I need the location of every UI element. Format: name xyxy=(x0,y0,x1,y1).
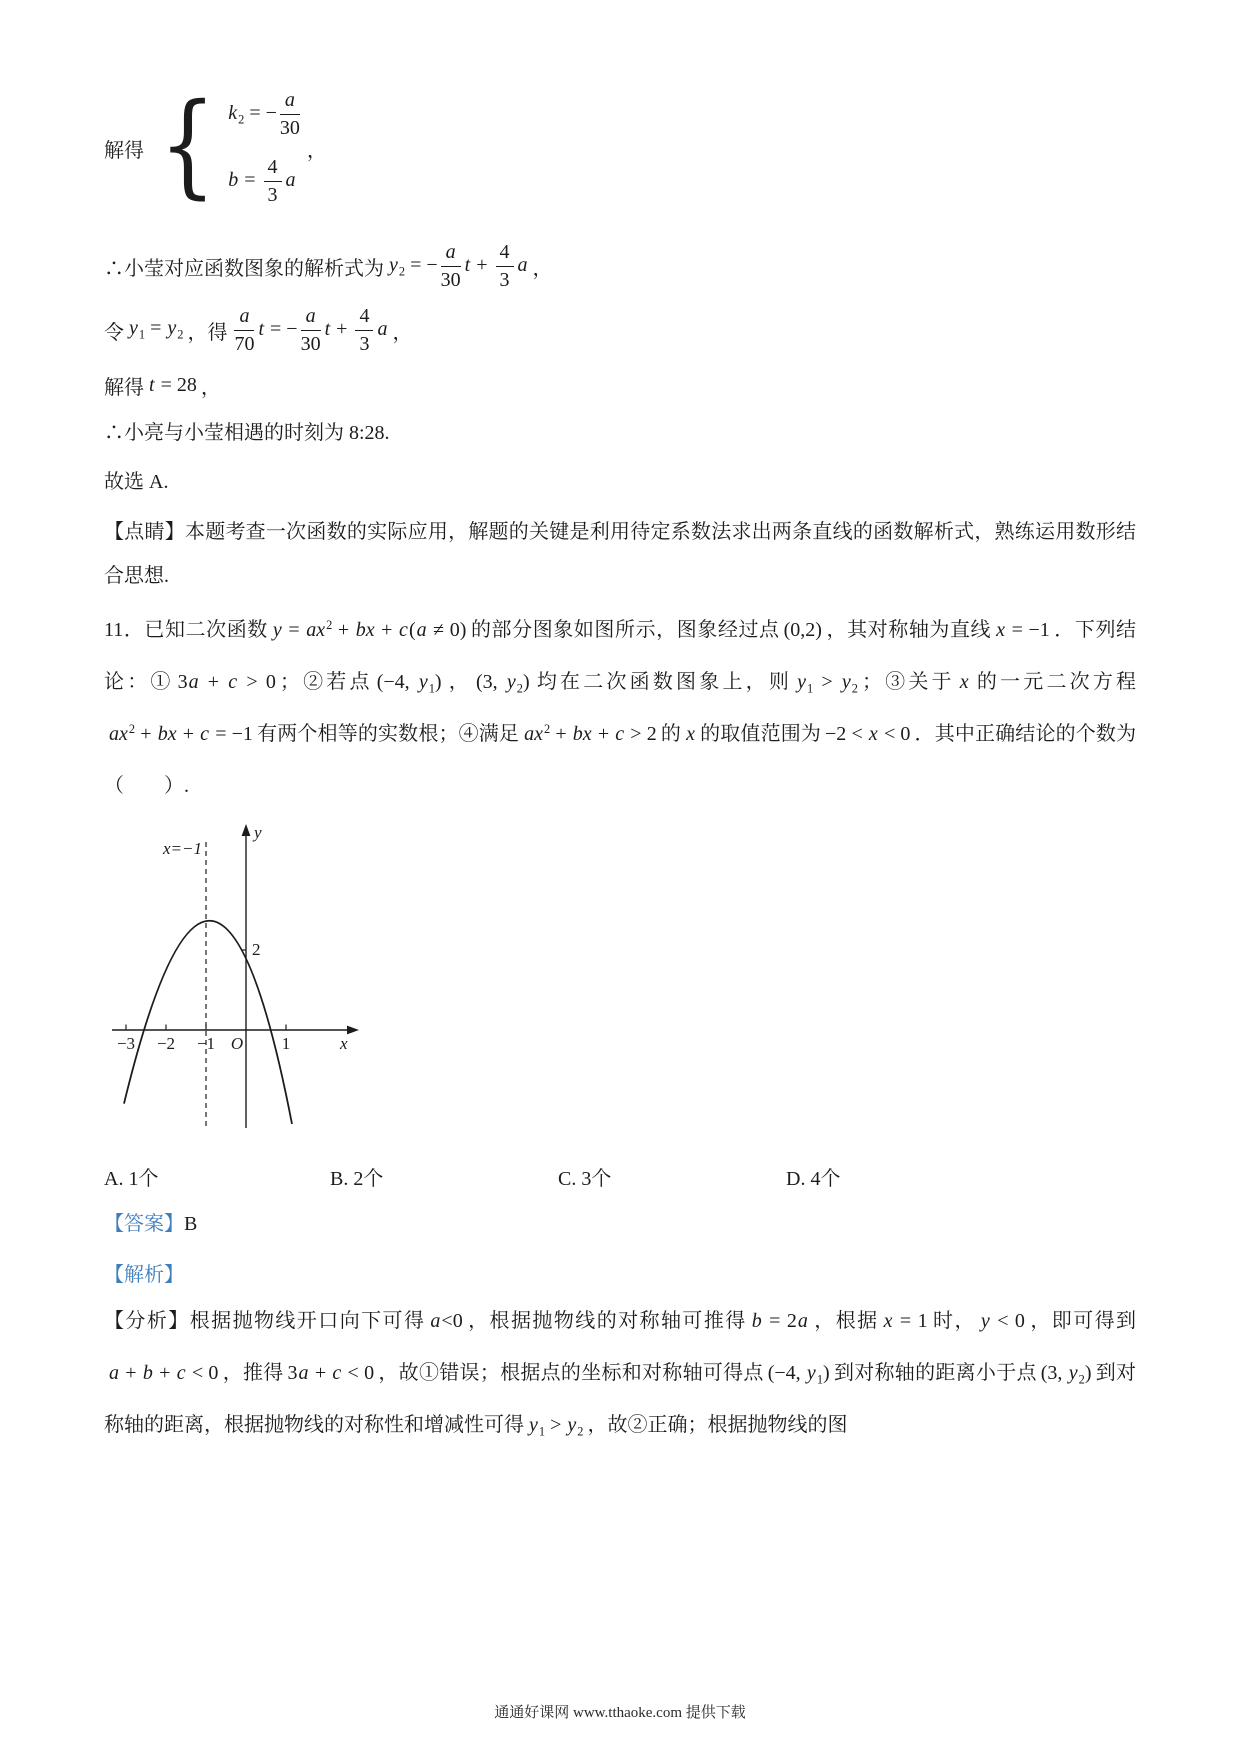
text-run: 到对称轴的距离，根据抛物线的对称性和增减性可得 xyxy=(104,1362,1137,1436)
text-run: ；③关于 xyxy=(861,671,955,693)
math-run: $y = ax^2$ + bx + c(a ≠ 0) xyxy=(272,618,467,641)
option-c: C. 3个 xyxy=(558,1168,612,1190)
text-run: ，故①错误；根据点的坐标和对称轴可得点 xyxy=(378,1362,764,1384)
analysis-header xyxy=(104,1258,1136,1287)
math-run: x xyxy=(686,723,695,745)
math-run: a + b + c < 0 xyxy=(109,1362,219,1384)
x-tick-label: 1 xyxy=(281,1034,291,1053)
formula-line-y2 xyxy=(104,236,1136,296)
math-run: x xyxy=(959,671,969,693)
dianjing-note: 【点睛】本题考查一次函数的实际应用，解题的关键是利用待定系数法求出两条直线的函数解析式，熟练运用数形结合思想. xyxy=(104,521,1136,587)
symmetry-axis-label: x=−1 xyxy=(163,839,202,858)
parabola-curve xyxy=(124,921,292,1124)
conclusion-meeting-time: ∴小亮与小莹相遇的时刻为 8:28. xyxy=(104,422,390,444)
text-run: 到对称轴的距离小于点 xyxy=(833,1362,1037,1384)
formula-line-equate xyxy=(104,300,1136,360)
math-run: x = 1 xyxy=(883,1310,928,1332)
math-run: $ax^2$ + bx + c > 2 xyxy=(524,722,657,745)
option-b: B. 2个 xyxy=(330,1168,384,1190)
math-run: 3a + c > 0 xyxy=(177,671,276,693)
math-run: b = 2a xyxy=(751,1310,808,1332)
y-intercept-label: 2 xyxy=(252,940,261,959)
equation-system-line xyxy=(104,78,1136,218)
formula-line-t28 xyxy=(104,370,1136,400)
math-run: a<0 xyxy=(430,1310,463,1332)
text-run: ，故②正确；根据抛物线的图 xyxy=(587,1414,848,1436)
text-run: ；②若点 xyxy=(279,671,373,693)
text-run: ， xyxy=(445,671,472,693)
math-run: (−4, $y_1$) xyxy=(376,671,442,696)
option-d: D. 4个 xyxy=(786,1168,841,1190)
origin-label: O xyxy=(230,1034,244,1053)
text-run: 有两个相等的实数根；④满足 xyxy=(256,723,520,745)
math-run: t = 28 xyxy=(149,373,197,396)
math-run: y < 0 xyxy=(980,1310,1025,1332)
text-run: 均在二次函数图象上，则 xyxy=(533,671,793,693)
math-run: $y_1 = y_2$ xyxy=(129,317,184,342)
math-run: $y_1 > y_2$ xyxy=(797,671,858,696)
page-footer: 通通好课网 www.tthaoke.com 提供下载 xyxy=(494,1705,746,1721)
y-axis-label: y xyxy=(254,823,262,842)
text-run: ，即可得到 xyxy=(1028,1310,1137,1332)
equation-2: b = $\frac{4}{3}$ a xyxy=(228,156,296,206)
answer-label: 【答案】 xyxy=(104,1213,184,1235)
math-run: 3a + c < 0 xyxy=(287,1362,375,1384)
text-run: 11．已知二次函数 xyxy=(104,619,268,641)
text-run: 的部分图象如图所示，图象经过点 xyxy=(470,619,780,641)
answer-value: B xyxy=(184,1213,198,1235)
text-run: ，其对称轴为直线 xyxy=(825,619,992,641)
x-tick-label: −2 xyxy=(156,1034,176,1053)
punctuation: ， xyxy=(392,321,413,344)
option-a: A. 1个 xyxy=(104,1168,159,1190)
text-run: 的一元二次方程 xyxy=(973,671,1137,693)
punctuation: ， xyxy=(532,257,553,280)
math-run: $ax^2$ + bx + c = −1 xyxy=(109,722,253,745)
x-axis-label: x xyxy=(340,1034,348,1053)
punctuation: ， xyxy=(200,376,221,399)
math-run: $y_1 > y_2$ xyxy=(529,1414,584,1439)
text-run: 的 xyxy=(660,723,682,745)
math-run: (3, $y_2$) xyxy=(1040,1362,1092,1387)
text-run: ，得 xyxy=(187,321,228,344)
math-run: $y_2$ = − $\frac{a}{30}$ t + $\frac{4}{3}$ a xyxy=(389,240,528,291)
math-run: $\frac{a}{70}$ t = − $\frac{a}{30}$ t + $\frac{4}{3}$ a xyxy=(234,304,388,355)
text-run: ，根据抛物线的对称轴可推得 xyxy=(466,1310,747,1332)
punctuation: ， xyxy=(306,139,327,162)
parabola-graph xyxy=(106,820,396,1132)
text-run: ，推得 xyxy=(222,1362,284,1384)
analysis-label: 【解析】 xyxy=(104,1264,184,1286)
math-run: x = −1 xyxy=(996,619,1050,641)
equation-1: $k_2$ = − $\frac{a}{30}$ xyxy=(228,89,300,139)
text-run: 【分析】根据抛物线开口向下可得 xyxy=(104,1310,426,1332)
text-run: 时， xyxy=(931,1310,976,1332)
answer-line xyxy=(104,1207,1136,1236)
analysis-paragraph xyxy=(104,1295,1136,1451)
y-axis-arrow xyxy=(242,824,251,836)
text-run: ∴小莹对应函数图象的解析式为 xyxy=(104,257,384,280)
left-brace: { xyxy=(159,80,217,210)
text-run: ．其中正确结论的个数为（ ）. xyxy=(104,723,1137,797)
math-run: (−4, $y_1$) xyxy=(767,1362,830,1387)
problem-11-text xyxy=(104,604,1136,812)
math-run: −2 < x < 0 xyxy=(825,723,911,745)
text-run: ，根据 xyxy=(812,1310,879,1332)
x-axis-arrow xyxy=(347,1026,359,1035)
text-run: ．下列结论：① xyxy=(104,619,1137,693)
math-run: (0,2) xyxy=(783,619,822,641)
options-row xyxy=(104,1162,1136,1191)
answer-choice-statement: 故选 A. xyxy=(104,471,169,493)
x-tick-label: −1 xyxy=(196,1034,216,1053)
equation-system xyxy=(227,89,303,207)
text-run: 的取值范围为 xyxy=(699,723,822,745)
text-run: 解得 xyxy=(104,376,144,399)
text-run: 令 xyxy=(104,321,124,344)
x-tick-label: −3 xyxy=(116,1034,136,1053)
math-run: (3, $y_2$) xyxy=(476,671,530,696)
figure-container xyxy=(106,820,1136,1138)
solve-prefix: 解得 xyxy=(104,139,144,162)
